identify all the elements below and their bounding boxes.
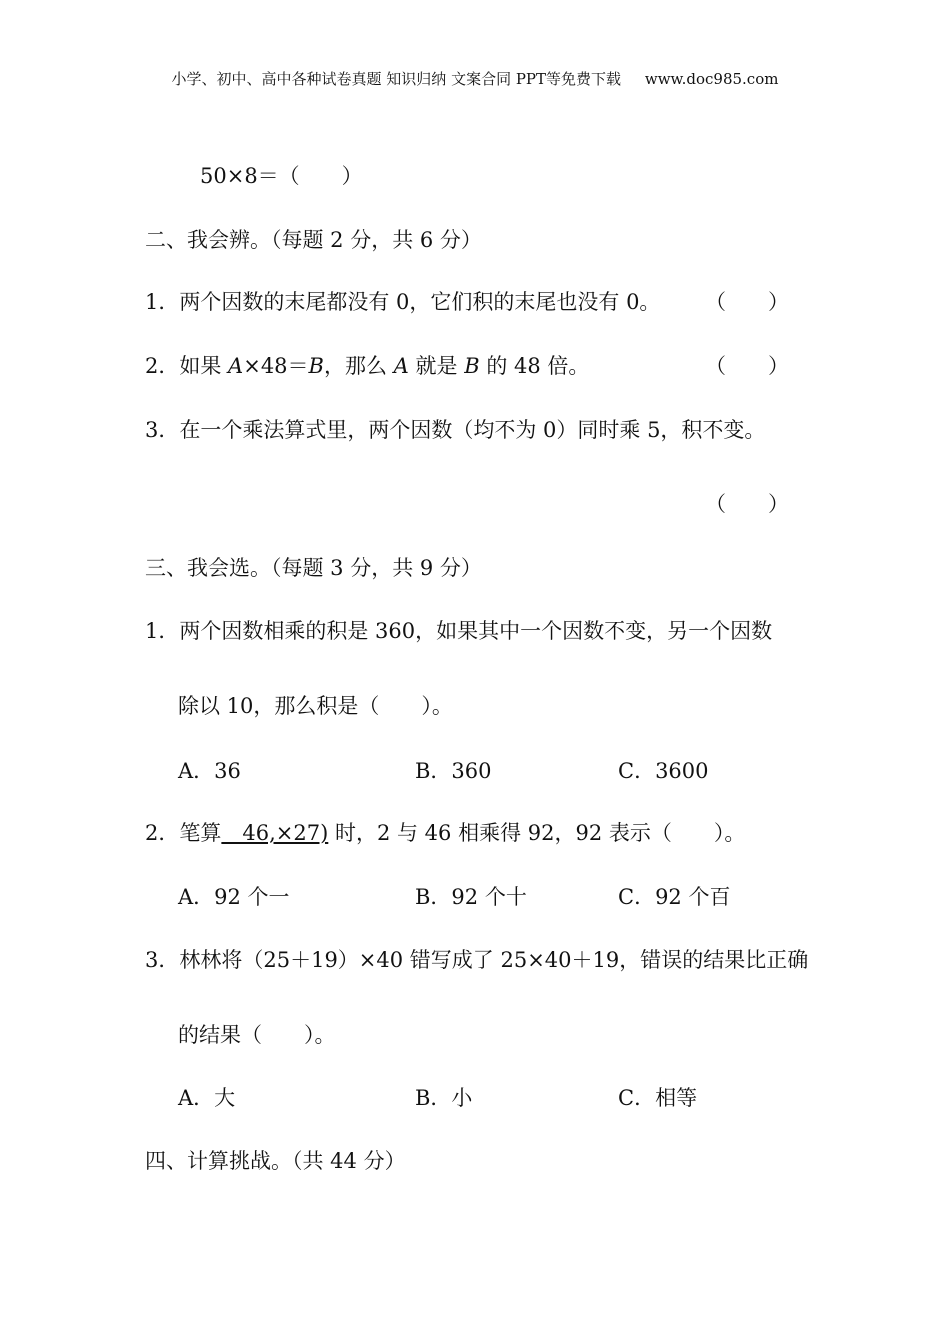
- s3-q3-option-b: B．小: [415, 1086, 473, 1110]
- s2-answer-bracket-2: （ ）: [705, 354, 789, 378]
- q2-text-mid2: ，那么: [323, 354, 394, 378]
- s3-question-1-line2: 除以 10，那么积是（ ）。: [178, 694, 453, 718]
- q2-text-mid3: 就是: [408, 354, 465, 378]
- s2-answer-bracket-1: （ ）: [705, 290, 789, 314]
- q2-text-pre: 2．笔算: [145, 821, 222, 845]
- q2-text-pre: 2．如果: [145, 354, 229, 378]
- var-b: B: [308, 354, 324, 378]
- s3-q2-option-c: C．92 个百: [618, 885, 731, 909]
- calc-item-50x8: 50×8＝（ ）: [200, 164, 363, 188]
- s3-question-1-line1: 1．两个因数相乘的积是 360，如果其中一个因数不变，另一个因数: [145, 619, 773, 643]
- s3-q2-option-a: A．92 个一: [178, 885, 290, 909]
- s3-q2-option-b: B．92 个十: [415, 885, 527, 909]
- s2-question-1: 1．两个因数的末尾都没有 0，它们积的末尾也没有 0。: [145, 290, 661, 314]
- var-b: B: [464, 354, 480, 378]
- s2-question-3: 3．在一个乘法算式里，两个因数（均不为 0）同时乘 5，积不变。: [145, 418, 766, 442]
- q2-text-post: 时，2 与 46 相乘得 92，92 表示（ ）。: [328, 821, 746, 845]
- var-a: A: [393, 354, 409, 378]
- s3-q1-option-a: A．36: [178, 759, 241, 783]
- q2-text-mid1: ×48＝: [243, 354, 309, 378]
- section2-title: 二、我会辨。（每题 2 分，共 6 分）: [145, 228, 482, 252]
- s3-q3-option-a: A．大: [178, 1086, 236, 1110]
- s2-answer-bracket-3: （ ）: [705, 492, 789, 516]
- s2-question-2: [145, 352, 589, 380]
- page-header: 小学、初中、高中各种试卷真题 知识归纳 文案合同 PPT等免费下载 www.doc985.com: [171, 70, 779, 88]
- vertical-multiplication: 46,×27): [221, 821, 329, 845]
- s3-q1-option-c: C．3600: [618, 759, 709, 783]
- section3-title: 三、我会选。（每题 3 分，共 9 分）: [145, 556, 482, 580]
- s3-q3-option-c: C．相等: [618, 1086, 698, 1110]
- s3-question-2: [145, 819, 745, 847]
- q2-text-post: 的 48 倍。: [479, 354, 590, 378]
- section4-title: 四、计算挑战。（共 44 分）: [145, 1149, 406, 1173]
- var-a: A: [228, 354, 244, 378]
- s3-question-3-line1: 3．林林将（25＋19）×40 错写成了 25×40＋19，错误的结果比正确: [145, 948, 809, 972]
- s3-question-3-line2: 的结果（ ）。: [178, 1023, 336, 1047]
- s3-q1-option-b: B．360: [415, 759, 492, 783]
